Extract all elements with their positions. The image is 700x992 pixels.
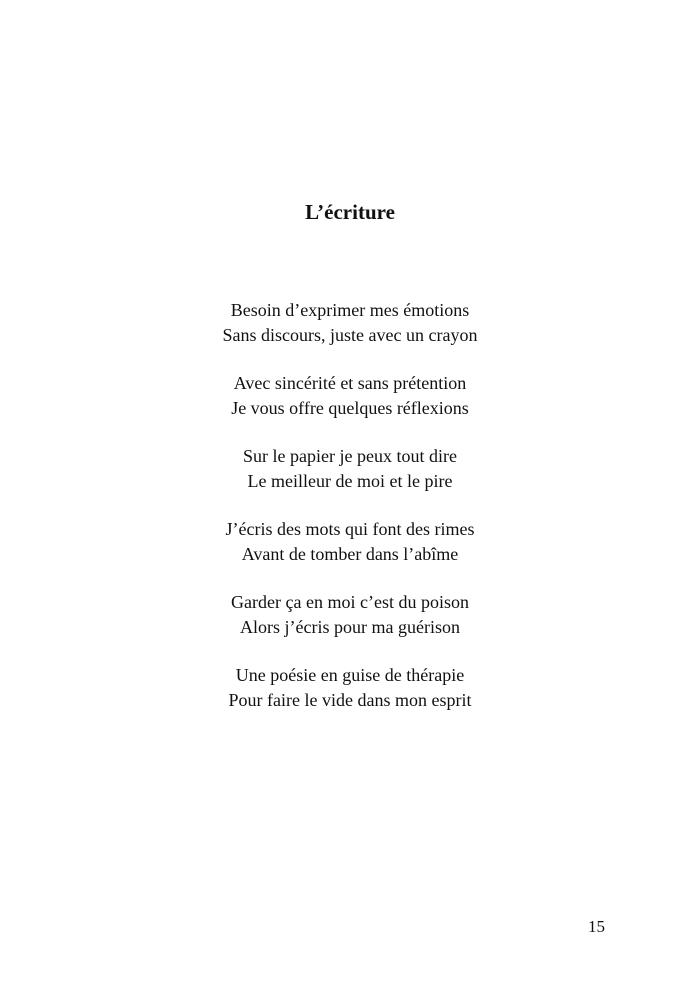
poem-title: L’écriture [305, 200, 395, 224]
poem-line: Sans discours, juste avec un crayon [222, 325, 478, 345]
stanza-5 [0, 590, 700, 640]
stanza-2 [0, 371, 700, 421]
page-number: 15 [588, 917, 605, 936]
poem-line: Avant de tomber dans l’abîme [241, 544, 459, 564]
poem-line: Alors j’écris pour ma guérison [240, 617, 460, 637]
poem-line: Je vous offre quelques réflexions [231, 398, 469, 418]
poem-line: Avec sincérité et sans prétention [233, 373, 467, 393]
stanza-6 [0, 663, 700, 713]
poem-line: Une poésie en guise de thérapie [235, 665, 465, 685]
poem-line: Sur le papier je peux tout dire [243, 446, 457, 466]
stanza-4 [0, 517, 700, 567]
poem-line: Garder ça en moi c’est du poison [231, 592, 469, 612]
poem-line: J’écris des mots qui font des rimes [225, 519, 475, 539]
poem-line: Pour faire le vide dans mon esprit [228, 690, 472, 710]
poem-line: Besoin d’exprimer mes émotions [230, 300, 470, 320]
poem-line: Le meilleur de moi et le pire [247, 471, 453, 491]
stanza-3 [0, 444, 700, 494]
stanza-1 [0, 298, 700, 348]
